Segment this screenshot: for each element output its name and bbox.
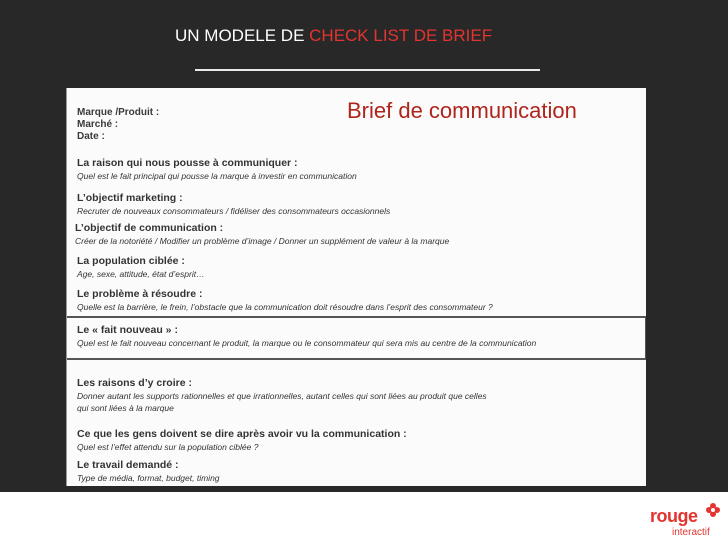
brief-document-image [66,88,646,486]
section-description: Quelle est la barrière, le frein, l’obstacle que la communication doit résoudre dans l’esprit des consommateur ? [77,302,493,312]
logo-word: rouge [650,506,698,526]
slide-title [175,26,492,46]
slide-title-prefix: UN MODELE DE [175,26,310,45]
document-title: Brief de communication [347,98,577,123]
slide-title-accent: CHECK LIST DE BRIEF [309,26,493,45]
section-description: Recruter de nouveaux consommateurs / fidéliser des consommateurs occasionnels [77,206,391,216]
section-marketing-objective [77,192,637,217]
meta-market: Marché : [77,119,119,130]
section-target-population [77,255,637,280]
section-description: Quel est le fait principal qui pousse la marque à investir en communication [77,171,357,181]
section-description: Quel est l’effet attendu sur la population ciblée ? [77,442,259,452]
section-new-fact [77,324,637,349]
section-problem [77,288,637,313]
section-heading: Ce que les gens doivent se dire après avoir vu la communication : [77,428,407,440]
section-heading: L’objectif marketing : [77,192,183,204]
title-underline [195,69,540,71]
section-description: Type de média, format, budget, timing [77,473,220,483]
section-work-requested [77,459,637,484]
section-heading: Le « fait nouveau » : [77,324,178,336]
section-heading: L’objectif de communication : [75,222,224,234]
section-reason [77,157,637,182]
document-meta [77,107,159,143]
section-communication-objective [75,222,635,247]
section-description-line-2: qui sont liées à la marque [77,403,174,413]
section-description: Age, sexe, attitude, état d’esprit… [77,269,205,279]
meta-date: Date : [77,131,105,142]
section-heading: Le travail demandé : [77,459,179,471]
section-heading: Les raisons d’y croire : [77,377,192,389]
section-reasons-to-believe [77,377,637,414]
section-description-line-1: Donner autant les supports rationnelles et que irrationnelles, autant celles qui sont liées au produit que celles [77,391,487,401]
logo-subtitle: interactif [672,527,710,538]
section-description: Quel est le fait nouveau concernant le produit, la marque ou le consommateur qui sera mis au centre de la communication [77,338,537,348]
section-heading: La raison qui nous pousse à communiquer : [77,157,298,169]
section-description: Créer de la notoriété / Modifier un problème d’image / Donner un supplément de valeur à la marque [75,236,450,246]
section-expected-effect [77,428,637,453]
section-heading: La population ciblée : [77,255,185,267]
rouge-interactif-logo [650,502,722,542]
section-heading: Le problème à résoudre : [77,288,203,300]
meta-brand-product: Marque /Produit : [77,107,160,118]
logo-flower-icon [705,502,721,518]
